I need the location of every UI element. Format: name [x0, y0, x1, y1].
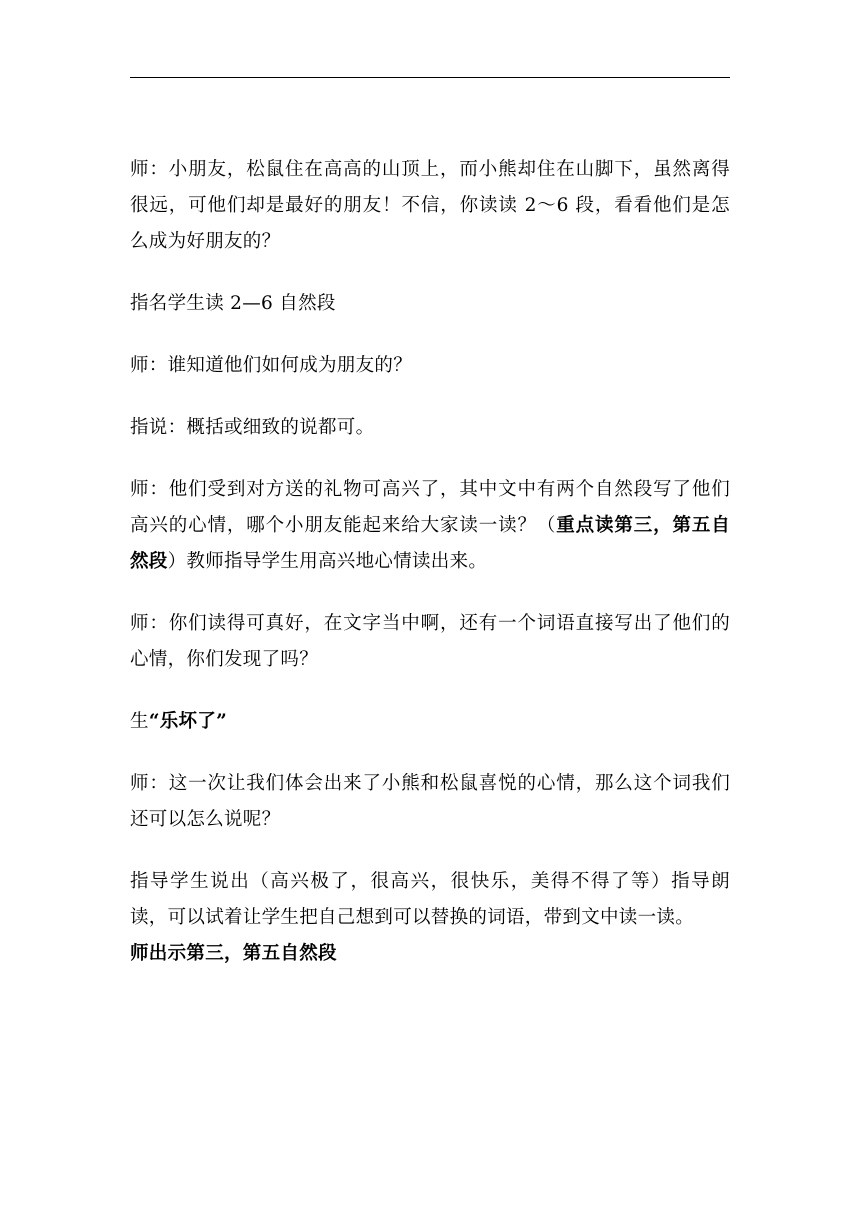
header-rule [130, 77, 730, 78]
paragraph-student-reading: 指名学生读 2—6 自然段 [130, 293, 336, 314]
paragraph-focus-reading [130, 472, 730, 580]
paragraph-teacher-intro: 师：小朋友，松鼠住在高高的山顶上，而小熊却住在山脚下，虽然离得很远，可他们却是最好的朋友！不信，你读读 2～6 段，看看他们是怎么成为好朋友的？ [130, 159, 730, 252]
paragraph-show-paragraphs: 师出示第三，第五自然段 [130, 943, 337, 964]
paragraph-teacher-question: 师：谁知道他们如何成为朋友的？ [130, 355, 413, 376]
paragraph-student-answer-prefix: 生 [130, 711, 149, 732]
paragraph-summary-note: 指说：概括或细致的说都可。 [130, 417, 375, 438]
document-body [130, 152, 730, 998]
paragraph-student-answer [130, 704, 730, 740]
paragraph-guided-reading: 指导学生说出（高兴极了，很高兴，很快乐，美得不得了等）指导朗读，可以试着让学生把自己想到可以替换的词语，带到文中读一读。 [130, 871, 730, 928]
paragraph-focus-reading-intro: 师：他们受到对方送的礼物可高兴了，其中文中有两个自然段写了他们高兴的心情，哪个小朋友能起来给大家读一读？（ [130, 479, 730, 536]
paragraph-praise-question: 师：你们读得可真好，在文字当中啊，还有一个词语直接写出了他们的心情，你们发现了吗？ [130, 613, 730, 670]
paragraph-emotion-question: 师：这一次让我们体会出来了小熊和松鼠喜悦的心情，那么这个词我们还可以怎么说呢？ [130, 773, 730, 830]
paragraph-focus-reading-highlight: 重点读第三，第五自然段 [130, 515, 731, 572]
paragraph-student-answer-quote: “乐坏了” [148, 711, 228, 732]
paragraph-focus-reading-tail: ）教师指导学生用高兴地心情读出来。 [167, 551, 488, 572]
